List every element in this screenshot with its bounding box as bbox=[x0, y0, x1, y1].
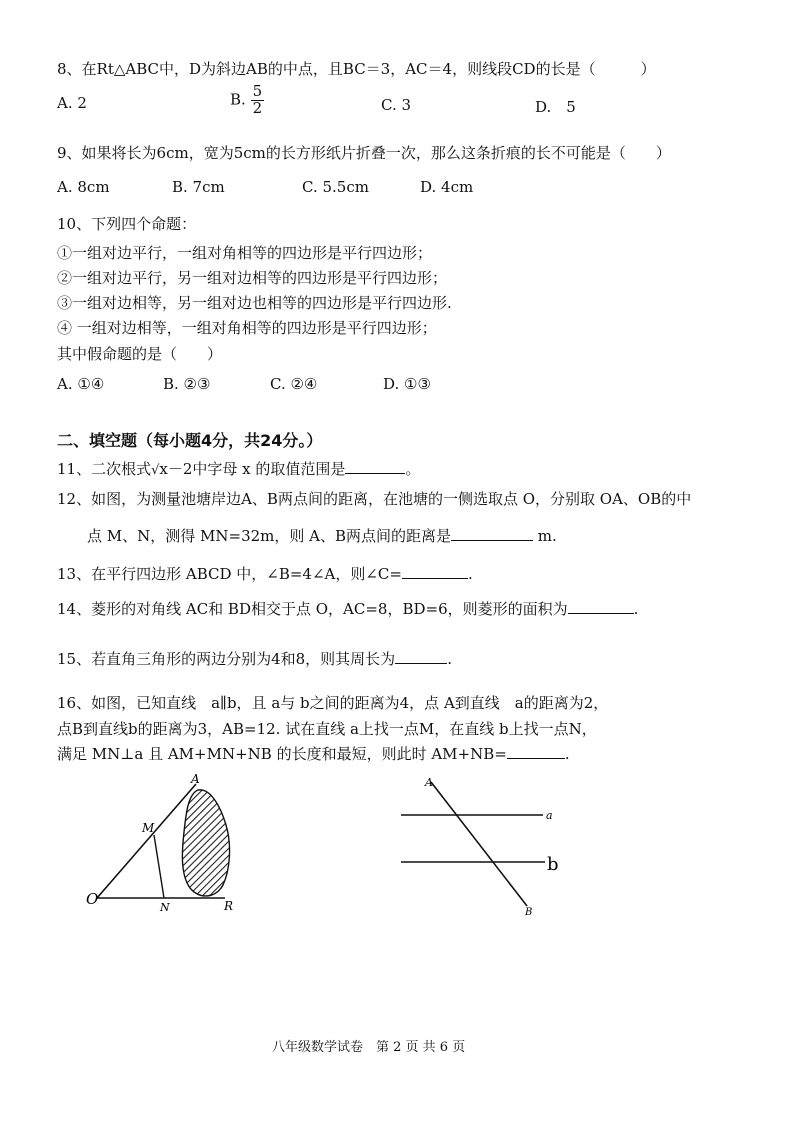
q9-stem: 9、如果将长为6cm，宽为5cm的长方形纸片折叠一次，那么这条折痕的长不可能是（ ） bbox=[57, 144, 671, 162]
q16-answer-blank bbox=[507, 744, 565, 759]
q14 bbox=[57, 598, 638, 619]
label-b: R bbox=[224, 899, 234, 913]
q11-text-b: x－2中字母 x 的取值范围是 bbox=[159, 460, 346, 478]
q9-option-d: D. 4cm bbox=[420, 178, 474, 196]
label-a: A bbox=[425, 776, 433, 789]
q16-text: 满足 MN⊥a 且 AM+MN+NB 的长度和最短，则此时 AM+NB= bbox=[57, 745, 507, 763]
q8-option-b bbox=[230, 84, 264, 117]
q8-option-b-fraction bbox=[251, 84, 265, 117]
q11 bbox=[57, 458, 420, 479]
segment-ab bbox=[431, 782, 527, 906]
q10-option-d: D. ①③ bbox=[383, 375, 431, 393]
q13 bbox=[57, 563, 473, 584]
q8-stem: 8、在Rt△ABC中，D为斜边AB的中点，且BC＝3，AC＝4，则线段CD的长是（ ） bbox=[57, 60, 656, 78]
q11-text-a: 11、二次根式 bbox=[57, 460, 152, 478]
label-m: M bbox=[142, 821, 155, 835]
q10-option-a: A. ①④ bbox=[57, 375, 105, 393]
sqrt-icon: √ bbox=[151, 463, 160, 478]
q8-option-d: D. 5 bbox=[535, 98, 576, 116]
q11-end: 。 bbox=[405, 460, 421, 478]
q8-option-b-letter: B. bbox=[230, 90, 246, 109]
q13-text: 13、在平行四边形 ABCD 中，∠B=4∠A，则∠C= bbox=[57, 565, 402, 583]
q14-end: . bbox=[633, 600, 639, 618]
page-footer: 八年级数学试卷 第 2 页 共 6 页 bbox=[272, 1040, 466, 1055]
q16-line-3 bbox=[57, 743, 570, 764]
q14-answer-blank bbox=[568, 599, 634, 614]
q12-line-1: 12、如图，为测量池塘岸边A、B两点间的距离，在池塘的一侧选取点 O，分别取 OA、OB的中 bbox=[57, 490, 692, 508]
q9-option-c: C. 5.5cm bbox=[302, 178, 369, 196]
figure-parallel-lines bbox=[395, 772, 575, 922]
q9-option-a: A. 8cm bbox=[57, 178, 110, 196]
q10-option-c: C. ②④ bbox=[270, 375, 318, 393]
fraction-denominator: 2 bbox=[252, 98, 263, 117]
segment-mn bbox=[154, 835, 164, 898]
label-line-a: a bbox=[546, 809, 553, 822]
q15-text: 15、若直角三角形的两边分别为4和8，则其周长为 bbox=[57, 650, 396, 668]
label-n: N bbox=[160, 901, 170, 914]
q12-line-2 bbox=[87, 525, 557, 546]
label-b: B bbox=[525, 907, 533, 918]
q10-option-b: B. ②③ bbox=[163, 375, 211, 393]
q12-text: 点 M、N，测得 MN=32m，则 A、B两点间的距离是 bbox=[87, 527, 452, 545]
q9-option-b: B. 7cm bbox=[172, 178, 225, 196]
q14-text: 14、菱形的对角线 AC和 BD相交于点 O，AC=8，BD=6，则菱形的面积为 bbox=[57, 600, 568, 618]
q15-answer-blank bbox=[395, 649, 447, 664]
label-line-b: b bbox=[547, 854, 559, 875]
q11-answer-blank bbox=[345, 459, 405, 474]
q10-proposition-1: ①一组对边平行，一组对角相等的四边形是平行四边形； bbox=[57, 244, 433, 262]
q15 bbox=[57, 648, 452, 669]
q10-proposition-4: ④ 一组对边相等，一组对角相等的四边形是平行四边形； bbox=[57, 319, 437, 337]
q15-end: . bbox=[447, 650, 452, 668]
label-o: O bbox=[86, 890, 99, 908]
q12-unit: m. bbox=[533, 527, 557, 545]
q10-proposition-3: ③一组对边相等，另一组对边也相等的四边形是平行四边形. bbox=[57, 294, 452, 312]
q16-line-2: 点B到直线b的距离为3，AB=12. 试在直线 a上找一点M，在直线 b上找一点N， bbox=[57, 720, 597, 738]
q10-stem: 10、下列四个命题： bbox=[57, 215, 197, 233]
q8-option-a: A. 2 bbox=[57, 94, 87, 112]
q8-option-c: C. 3 bbox=[381, 96, 412, 114]
q13-end: . bbox=[467, 565, 473, 583]
line-oa bbox=[97, 784, 196, 898]
pond-shape bbox=[182, 790, 229, 896]
q10-proposition-2: ②一组对边平行，另一组对边相等的四边形是平行四边形； bbox=[57, 269, 448, 287]
figure-pond bbox=[80, 770, 260, 920]
q16-line-1: 16、如图，已知直线 a∥b，且 a与 b之间的距离为4，点 A到直线 a的距离为2， bbox=[57, 694, 609, 712]
q13-answer-blank bbox=[402, 564, 468, 579]
q16-end: . bbox=[564, 745, 570, 763]
fraction-numerator: 5 bbox=[252, 82, 263, 100]
q10-question: 其中假命题的是（ ） bbox=[57, 345, 223, 363]
section-2-title: 二、填空题（每小题4分，共24分。） bbox=[57, 431, 323, 450]
q12-answer-blank bbox=[451, 526, 533, 541]
label-a: A bbox=[191, 772, 200, 786]
